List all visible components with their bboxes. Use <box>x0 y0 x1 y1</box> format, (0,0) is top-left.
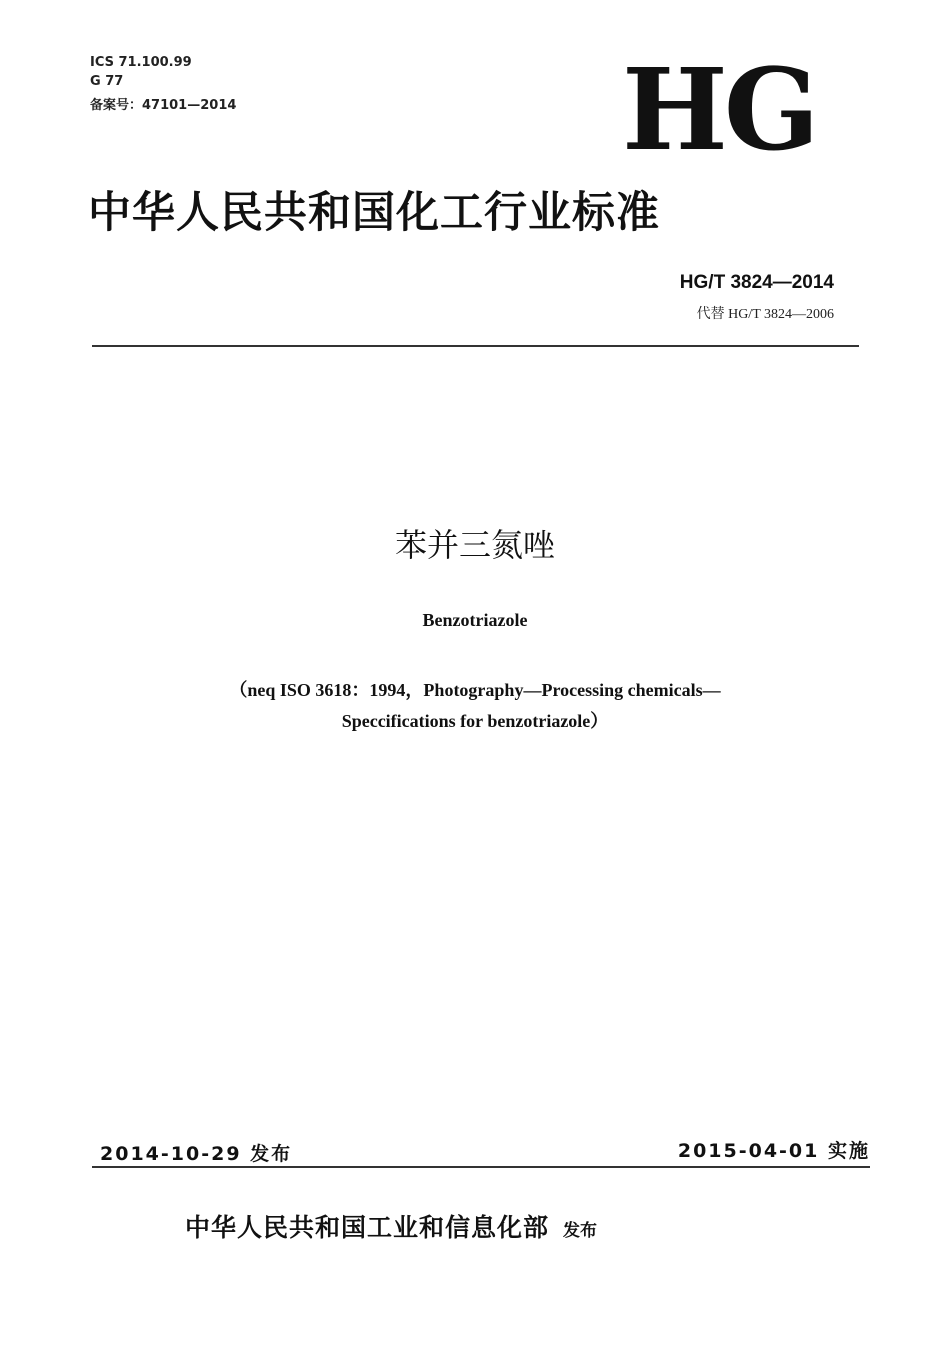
ics-code: ICS 71.100.99 <box>90 55 192 70</box>
issue-date: 2014-10-29 发布 <box>100 1143 293 1165</box>
ccs-code: G 77 <box>90 74 124 89</box>
standard-number: HG/T 3824—2014 <box>679 272 834 293</box>
footer-divider <box>92 1166 870 1168</box>
title-chinese: 苯并三氮唑 <box>394 526 555 564</box>
implementation-date: 2015-04-01 实施 <box>677 1140 870 1162</box>
record-number: 备案号：47101—2014 <box>90 98 237 113</box>
hg-logo: HG <box>622 45 816 176</box>
adoption-note-line-2: Speccifications for benzotriazole） <box>341 711 609 731</box>
publisher <box>185 1208 597 1244</box>
adoption-note-line-1: （neq ISO 3618：1994，Photography—Processing chemicals— <box>229 680 721 700</box>
publisher-name: 中华人民共和国工业和信息化部 <box>185 1213 550 1242</box>
replaces-standard: 代替 HG/T 3824—2006 <box>696 307 834 322</box>
agency-title: 中华人民共和国化工行业标准 <box>88 188 660 238</box>
title-english: Benzotriazole <box>422 610 528 630</box>
publish-label: 发布 <box>563 1221 598 1241</box>
header-divider <box>92 345 859 347</box>
